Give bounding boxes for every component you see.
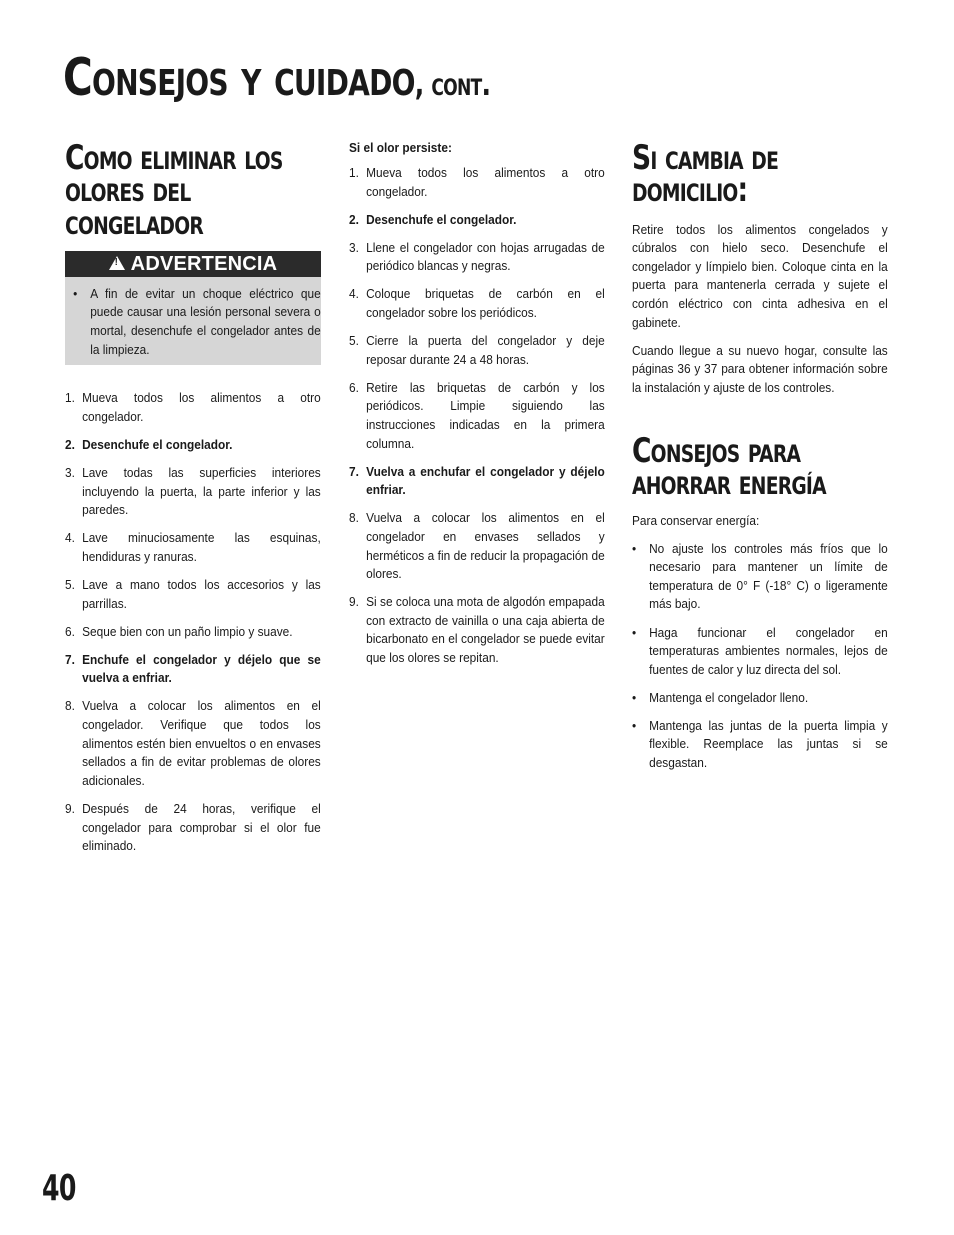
persist-step: 1. Mueva todos los alimentos a otro congelador. bbox=[349, 165, 605, 199]
energy-bullets-list bbox=[632, 540, 888, 773]
persist-step: 4. Coloque briquetas de carbón en el congelador sobre los periódicos. bbox=[349, 286, 605, 321]
energy-intro: Para conservar energía: bbox=[632, 512, 760, 528]
page-number: 40 bbox=[42, 1168, 76, 1209]
persist-steps-list bbox=[349, 164, 605, 668]
odor-step: 1. Mueva todos los alimentos a otro congelador. bbox=[65, 390, 321, 424]
warning-label: ADVERTENCIA bbox=[130, 252, 278, 275]
energy-bullet: • Mantenga el congelador lleno. bbox=[632, 689, 809, 705]
warning-triangle-icon bbox=[109, 256, 125, 270]
page-title bbox=[63, 48, 491, 108]
energy-bullet: • Haga funcionar el congelador en temperaturas ambientes normales, lejos de fuentes de calor y luz directa del sol. bbox=[632, 624, 888, 677]
odor-steps-list bbox=[65, 389, 321, 855]
odor-section-heading: Como eliminar los olores del congelador bbox=[65, 138, 283, 243]
moving-paragraph: Retire todos los alimentos congelados y cúbralos con hielo seco. Desenchufe el congelador y límpielo bien. Coloque cinta en la puerta para mantenerla cerrada y sujete el cordón eléctrico con cinta adhesiva en el gabinete. bbox=[632, 221, 888, 330]
warning-box bbox=[65, 251, 321, 365]
odor-step: 9. Después de 24 horas, verifique el congelador para comprobar si el olor fue eliminado. bbox=[65, 800, 321, 854]
persist-step: 9. Si se coloca una mota de algodón empapada con extracto de vainilla o una caja abierta de bicarbonato en el congelador se puede evitar que los olores se repitan. bbox=[349, 594, 605, 666]
odor-step: 2. Desenchufe el congelador. bbox=[65, 436, 233, 452]
page-title-main: Consejos y cuidado bbox=[63, 48, 415, 108]
odor-step: 5. Lave a mano todos los accesorios y las parrillas. bbox=[65, 577, 321, 611]
warning-text: A fin de evitar un choque eléctrico que puede causar una lesión personal severa o mortal, desenchufe el congelador antes de la limpieza. bbox=[90, 285, 321, 357]
warning-header bbox=[65, 251, 321, 277]
energy-section-heading: Consejos para ahorrar energía bbox=[632, 430, 826, 504]
persist-step: 5. Cierre la puerta del congelador y deje reposar durante 24 a 48 horas. bbox=[349, 333, 605, 367]
persist-step: 6. Retire las briquetas de carbón y los periódicos. Limpie siguiendo las instrucciones indicadas en la primera columna. bbox=[349, 379, 605, 451]
persist-step: 2. Desenchufe el congelador. bbox=[349, 211, 517, 227]
odor-step: 6. Seque bien con un paño limpio y suave. bbox=[65, 623, 293, 639]
persist-heading: Si el olor persiste: bbox=[349, 140, 452, 155]
column-odor-removal bbox=[65, 138, 321, 865]
moving-paragraph: Cuando llegue a su nuevo hogar, consulte las páginas 36 y 37 para obtener información sobre la instalación y ajuste de los controles. bbox=[632, 342, 888, 395]
page-title-suffix: , cont. bbox=[414, 65, 491, 103]
persist-step: 8. Vuelva a colocar los alimentos en el congelador en envases sellados y herméticos a fin de reducir la propagación de olores. bbox=[349, 510, 605, 582]
odor-step: 7. Enchufe el congelador y déjelo que se vuelva a enfriar. bbox=[65, 651, 321, 686]
odor-step: 8. Vuelva a colocar los alimentos en el congelador. Verifique que todos los alimentos estén bien envueltos o en envases sellados a fin de evitar problemas de olores adicionales. bbox=[65, 698, 321, 788]
odor-step: 4. Lave minuciosamente las esquinas, hendiduras y ranuras. bbox=[65, 530, 321, 564]
column-moving-energy bbox=[632, 138, 888, 782]
persist-step: 3. Llene el congelador con hojas arrugadas de periódico blancas y negras. bbox=[349, 239, 605, 274]
persist-step: 7. Vuelva a enchufar el congelador y déjelo enfriar. bbox=[349, 463, 605, 498]
warning-bullet: • A fin de evitar un choque eléctrico que puede causar una lesión personal severa o mortal, desenchufe el congelador antes de la limpieza. bbox=[73, 285, 321, 357]
column-odor-persists bbox=[349, 140, 605, 677]
energy-bullet: • No ajuste los controles más fríos que lo necesario para mantener un límite de temperatura de 0° F (-18° C) o ligeramente más bajo. bbox=[632, 540, 888, 612]
energy-bullet: • Mantenga las juntas de la puerta limpia y flexible. Reemplace las juntas si se desgastan. bbox=[632, 717, 888, 771]
odor-step: 3. Lave todas las superficies interiores incluyendo la puerta, la parte inferior y las paredes. bbox=[65, 465, 321, 518]
moving-section-heading: Si cambia de domicilio: bbox=[632, 138, 779, 211]
